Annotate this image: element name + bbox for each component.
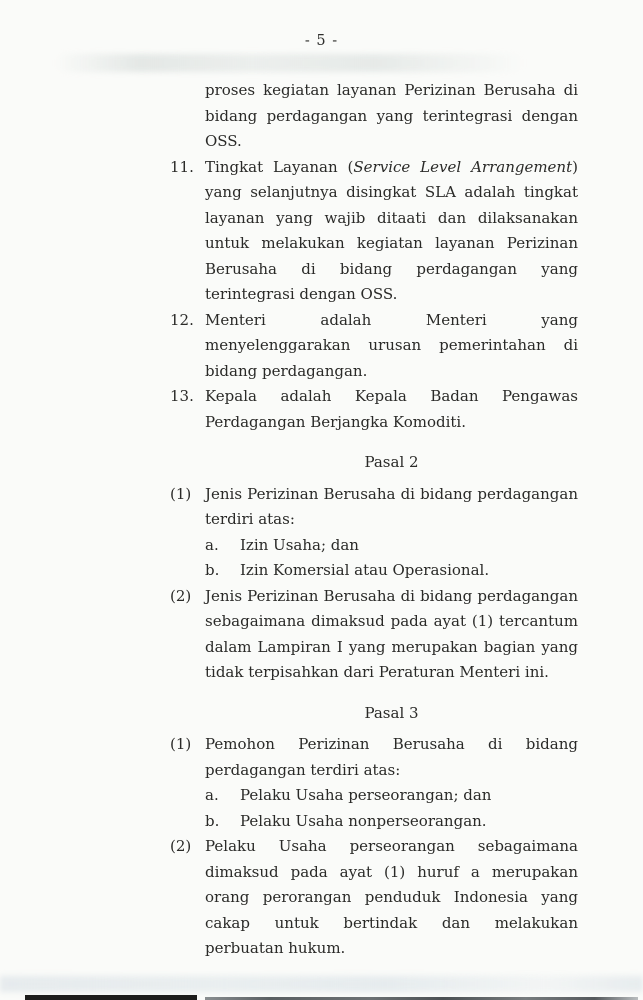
item-number: (2) bbox=[170, 586, 192, 605]
item-text bbox=[205, 482, 578, 584]
sub-list bbox=[205, 783, 578, 834]
sub-item-text: Izin Komersial atau Operasional. bbox=[240, 561, 490, 579]
scan-edge-black-mark bbox=[25, 995, 197, 1000]
item-text-segment: ) yang selanjutnya disingkat SLA adalah tingkat layanan yang wajib ditaati dan dilaksanakan untuk melakukan kegiatan layanan Perizinan Berusaha di bidang perdagangan yang terintegrasi dengan OSS. bbox=[205, 157, 578, 303]
sub-item-a bbox=[205, 533, 578, 559]
item-number: 11. bbox=[170, 157, 194, 176]
item-text bbox=[205, 155, 578, 308]
sub-item-text: Pelaku Usaha nonperseorangan. bbox=[240, 811, 487, 830]
article-heading-pasal-2: Pasal 2 bbox=[364, 453, 419, 471]
definition-item-13 bbox=[170, 384, 578, 435]
item-text bbox=[205, 732, 578, 834]
scan-smudge-bottom bbox=[0, 976, 643, 992]
sub-list bbox=[205, 533, 578, 584]
sub-item-letter: b. bbox=[205, 561, 220, 579]
item-text: Kepala adalah Kepala Badan Pengawas Perdagangan Berjangka Komoditi. bbox=[205, 387, 578, 431]
item-number: 12. bbox=[170, 310, 194, 329]
article-heading-pasal-3: Pasal 3 bbox=[364, 703, 419, 722]
page-content bbox=[170, 78, 578, 962]
item-text-segment: Jenis Perizinan Berusaha di bidang perdagangan terdiri atas: bbox=[205, 484, 578, 528]
item-number: (1) bbox=[170, 735, 192, 753]
item-text: Jenis Perizinan Berusaha di bidang perdagangan sebagaimana dimaksud pada ayat (1) tercantum dalam Lampiran I yang merupakan bagian yang tidak terpisahkan dari Peraturan Menteri ini. bbox=[205, 586, 578, 681]
item-text: Menteri adalah Menteri yang menyelenggarakan urusan pemerintahan di bidang perdagangan. bbox=[205, 310, 578, 380]
pasal3-item-2 bbox=[170, 834, 578, 962]
paragraph-continuation: proses kegiatan layanan Perizinan Berusaha di bidang perdagangan yang terintegrasi dengan OSS. bbox=[205, 81, 578, 150]
item-text: Pelaku Usaha perseorangan sebagaimana dimaksud pada ayat (1) huruf a merupakan orang perorangan penduduk Indonesia yang cakap untuk bertindak dan melakukan perbuatan hukum. bbox=[205, 837, 578, 957]
item-number: (2) bbox=[170, 837, 192, 855]
sub-item-letter: b. bbox=[205, 811, 220, 830]
item-number: 13. bbox=[170, 387, 194, 405]
item-text-italic: Service Level Arrangement bbox=[353, 157, 573, 176]
definition-item-11 bbox=[170, 155, 578, 308]
pasal2-item-2 bbox=[170, 584, 578, 686]
item-number: (1) bbox=[170, 484, 192, 503]
page-number: - 5 - bbox=[304, 33, 339, 49]
pasal2-item-1 bbox=[170, 482, 578, 584]
definition-item-12 bbox=[170, 308, 578, 385]
sub-item-text: Izin Usaha; dan bbox=[240, 535, 359, 554]
sub-item-a bbox=[205, 783, 578, 809]
item-text-segment: Tingkat Layanan ( bbox=[205, 157, 354, 176]
pasal3-item-1 bbox=[170, 732, 578, 834]
sub-item-text: Pelaku Usaha perseorangan; dan bbox=[240, 786, 492, 804]
scan-smudge-top bbox=[55, 54, 525, 72]
sub-item-letter: a. bbox=[205, 786, 219, 804]
item-text-segment: Pemohon Perizinan Berusaha di bidang perdagangan terdiri atas: bbox=[205, 735, 578, 779]
sub-item-letter: a. bbox=[205, 535, 219, 554]
sub-item-b bbox=[205, 558, 578, 584]
sub-item-b bbox=[205, 809, 578, 835]
